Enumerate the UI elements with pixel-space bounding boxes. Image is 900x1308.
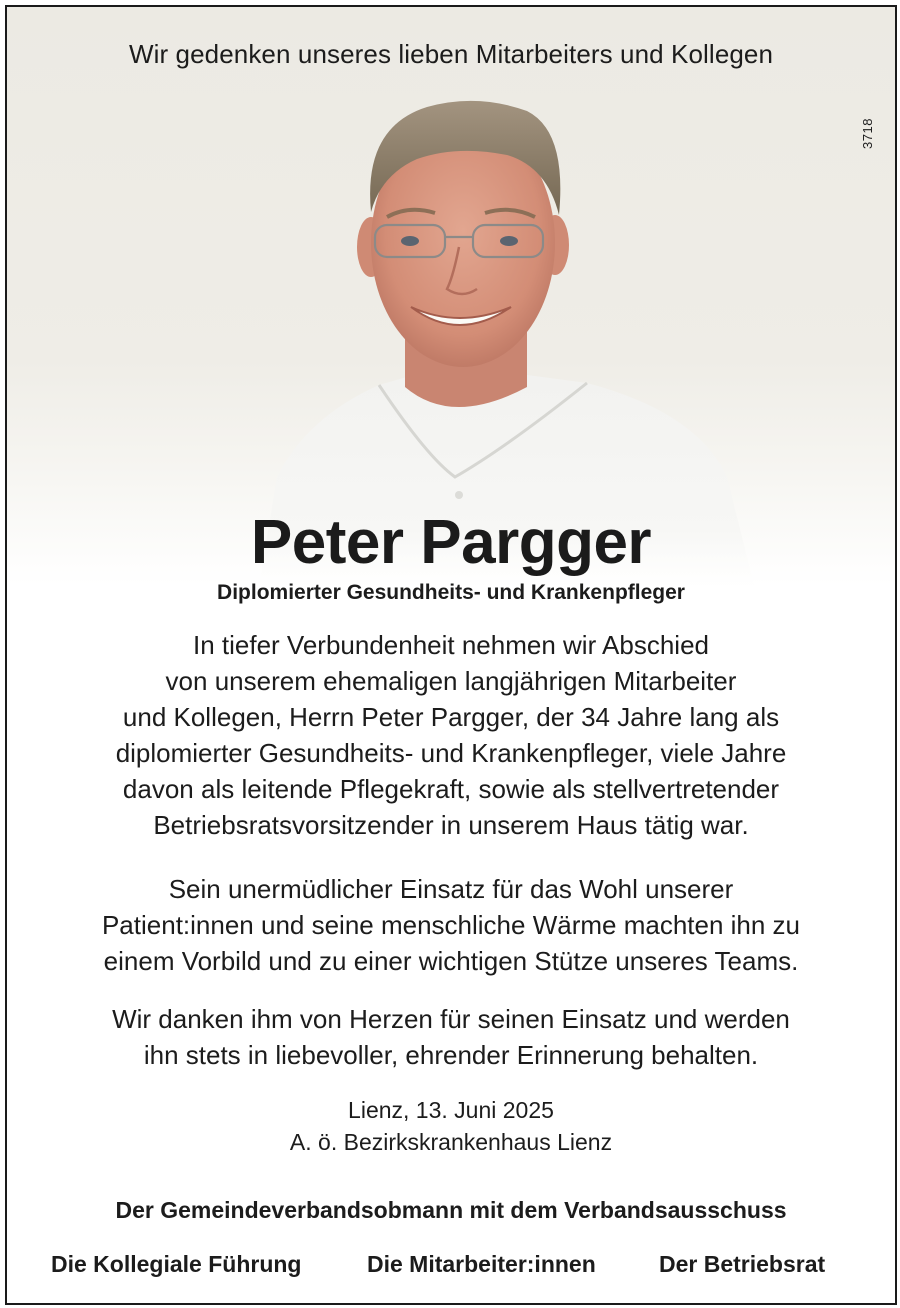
signatory-management: Die Kollegiale Führung bbox=[51, 1251, 302, 1277]
signatory-row bbox=[7, 1251, 895, 1285]
paragraph-line: Wir danken ihm von Herzen für seinen Einsatz und werden bbox=[112, 1004, 790, 1034]
paragraph-thanks bbox=[27, 1001, 875, 1073]
paragraph-line: Patient:innen und seine menschliche Wärme machten ihn zu bbox=[101, 910, 801, 940]
deceased-name: Peter Pargger bbox=[250, 508, 652, 577]
paragraph-line: Betriebsratsvorsitzender in unserem Haus tätig war. bbox=[153, 810, 749, 840]
reference-number: 3718 bbox=[860, 118, 875, 149]
paragraph-line: In tiefer Verbundenheit nehmen wir Abschied bbox=[192, 630, 709, 660]
headline: Wir gedenken unseres lieben Mitarbeiters und Kollegen bbox=[128, 39, 774, 69]
paragraph-line: von unserem ehemaligen langjährigen Mitarbeiter bbox=[165, 666, 737, 696]
signatory-works-council: Der Betriebsrat bbox=[659, 1251, 826, 1277]
paragraph-line: ihn stets in liebevoller, ehrender Erinnerung behalten. bbox=[143, 1040, 759, 1070]
paragraph-tribute bbox=[27, 871, 875, 979]
paragraph-line: Sein unermüdlicher Einsatz für das Wohl unserer bbox=[168, 874, 734, 904]
deceased-role: Diplomierter Gesundheits- und Krankenpfleger bbox=[217, 581, 685, 604]
paragraph-line: einem Vorbild und zu einer wichtigen Stütze unseres Teams. bbox=[103, 946, 799, 976]
paragraph-line: diplomierter Gesundheits- und Krankenpfleger, viele Jahre bbox=[115, 738, 787, 768]
institution: A. ö. Bezirkskrankenhaus Lienz bbox=[289, 1129, 613, 1155]
paragraph-line: davon als leitende Pflegekraft, sowie als stellvertretender bbox=[122, 774, 780, 804]
place-date: Lienz, 13. Juni 2025 bbox=[348, 1097, 554, 1123]
signatory-main: Der Gemeindeverbandsobmann mit dem Verbandsausschuss bbox=[115, 1197, 787, 1223]
obituary-notice bbox=[5, 5, 897, 1305]
paragraph-line: und Kollegen, Herrn Peter Pargger, der 34 Jahre lang als bbox=[122, 702, 780, 732]
signatory-staff: Die Mitarbeiter:innen bbox=[367, 1251, 596, 1277]
paragraph-farewell bbox=[27, 627, 875, 843]
